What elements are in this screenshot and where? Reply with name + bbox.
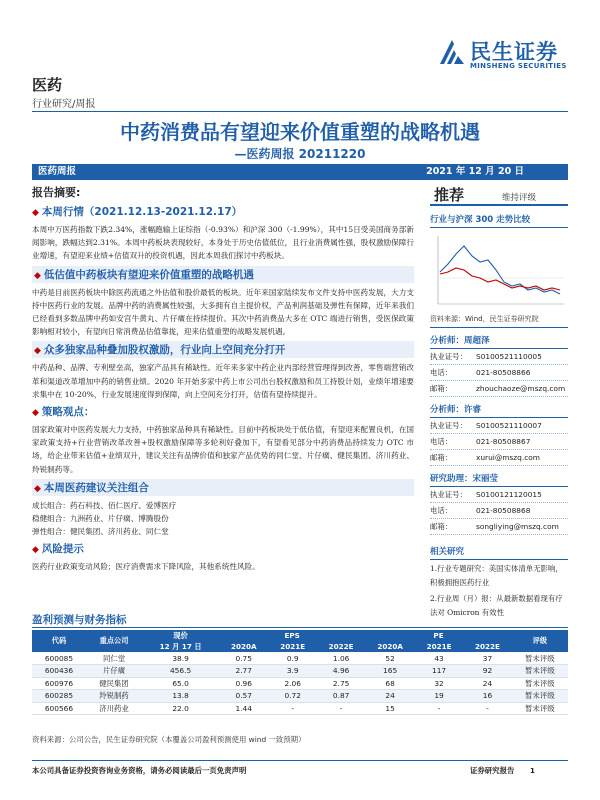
portfolio-growth: 成长组合：药石科技、佰仁医疗、爱博医疗 — [32, 500, 177, 510]
bullet-icon: ◆ — [32, 208, 39, 218]
col-year: 2021E — [415, 641, 463, 652]
analyst-phone: 电话： 021-80508868 — [430, 503, 568, 519]
portfolio-elastic: 弹性组合：健民集团、济川药业、同仁堂 — [32, 527, 169, 537]
col-price-date: 12 月 17 日 — [142, 641, 219, 652]
table-row: 600566 济川药业 22.0 1.44 - - 15 - - 暂未评级 — [32, 702, 568, 715]
table-title-divider — [32, 627, 568, 628]
csi300-line — [440, 268, 560, 290]
analyst-phone: 电话： 021-80508866 — [430, 365, 568, 381]
section-body: 本周中万医药指数下跌2.34%，涨幅跑输上证综指（-0.93%）和沪深 300（-1.99%），其中15日受美国商务部新闻影响，跌幅达到2.31%。本周中药板块表现较好，本身处于历史估值低位，且行业消费属性强，股权激励保障行业增速，有望迎来业绩+估值双升的投资机遇，因此本周我们探讨中药板块。 — [32, 225, 414, 261]
col-pe: PE — [365, 630, 511, 641]
col-year: 2020A — [365, 641, 415, 652]
col-year: 2022E — [463, 641, 511, 652]
table-title: 盈利预测与财务指标 — [32, 614, 127, 626]
analyst-heading: 分析师：周超泽 — [430, 334, 568, 349]
logo-en-text: MINSHENG SECURITIES — [470, 62, 567, 70]
analyst-heading: 研究助理：宋丽莹 — [430, 472, 568, 487]
bullet-icon: ◆ — [32, 545, 39, 556]
col-rating: 评级 — [512, 630, 568, 652]
banner-date: 2021 年 12 月 20 日 — [426, 166, 524, 177]
chart-source: 资料来源：Wind，民生证券研究院 — [430, 314, 568, 328]
related-heading: 相关研究 — [430, 545, 568, 560]
section-heading: ◆ 本周医药建议关注组合 — [32, 479, 414, 496]
col-year: 2021E — [269, 641, 317, 652]
section-heading: ◆ 风险提示 — [32, 543, 84, 556]
footer-divider — [32, 760, 568, 761]
sidebar — [430, 184, 568, 620]
summary-column — [32, 184, 414, 577]
report-subtitle: —医药周报 20211220 — [234, 147, 366, 161]
trend-chart-svg — [430, 232, 568, 312]
section-body: 中药品种、品牌、专利壁垒高，独家产品具有稀缺性。近年来多家中药企业内部经营管理得到改善，零售端营销改革和渠道改革增加中药的销售业绩。2020 年开始多家中药上市公司出台股权激励和员工持股计划，业绩年增速要求集中在 10-20%，行业发展速度得到保障，向上空间充分打开，估值有望持续提升。 — [32, 363, 414, 399]
table-row: 600285 羚锐制药 13.8 0.57 0.72 0.87 24 19 16 暂未评级 — [32, 690, 568, 703]
chart-title: 行业与沪深 300 走势比较 — [430, 213, 568, 228]
analyst-heading: 分析师：许睿 — [430, 403, 568, 418]
rating-status: 维持评级 — [502, 193, 537, 203]
header-divider — [32, 111, 568, 112]
analyst-email: 邮箱： zhouchaoze@mszq.com — [430, 381, 568, 397]
related-link[interactable]: 2.行业周（月）报：从最新数据看现有疗法对 Omicron 有效性 — [430, 594, 563, 617]
analyst-email: 邮箱： xurui@mszq.com — [430, 450, 568, 466]
section-heading: ◆ 低估值中药板块有望迎来价值重塑的战略机遇 — [32, 266, 414, 283]
section-body: 中药是目前医药板块中除医药流通之外估值和股价最低的板块。近年来国家陆续发布文件支持中医药发展，大力支持中医药行业的发展。品牌中药的消费属性较强，大多拥有自主提价权，产品利润基础及弹性有保障，近年来我们已经看到多数品牌中药如安宫牛黄丸、片仔癀在持续提价。其次中药消费品大多在 OTC 端进行销售，受医保政策影响相对较小，有望向日常消费品估值靠拢，迎来估值重塑的战略发展机遇。 — [32, 287, 414, 337]
industry-line — [440, 246, 560, 294]
section-heading: ◆ 本周行情（2021.12.13-2021.12.17） — [32, 206, 243, 218]
analyst-license: 执业证号： S0100121120015 — [430, 487, 568, 503]
portfolio-stable: 稳健组合：九洲药业、片仔癀、博腾股份 — [32, 514, 169, 524]
recommendation-row — [430, 184, 568, 206]
footer-disclaimer: 本公司具备证券投资咨询业务资格，请务必阅读最后一页免责声明 — [32, 766, 247, 775]
related-link[interactable]: 1.行业专题研究：美国实体清单无影响，积极拥抱医药行业 — [430, 564, 563, 587]
col-eps: EPS — [219, 630, 365, 641]
sector-label: 医药 — [32, 76, 63, 94]
table-row: 600976 健民集团 65.0 0.96 2.06 2.75 68 32 24 暂未评级 — [32, 677, 568, 690]
analyst-license: 执业证号： S0100521110007 — [430, 418, 568, 434]
forecast-table — [32, 630, 568, 715]
table-source-note: 资料来源：公司公告，民生证券研究院（本覆盖公司盈利预测使用 wind 一致预期） — [32, 735, 306, 744]
report-type: 行业研究/周报 — [32, 99, 96, 110]
footer-label: 证券研究报告 1 — [470, 766, 535, 775]
col-year: 2022E — [317, 641, 365, 652]
summary-heading: 报告摘要: — [32, 186, 81, 199]
logo-cn-text: 民生证券 — [470, 40, 558, 64]
minsheng-logo-icon — [438, 38, 466, 66]
page-number: 1 — [529, 766, 535, 775]
section-body: 国家政策对中医药发展大力支持，中药独家品种具有稀缺性。目前中药板块处于低估值，有望迎来配置良机，在国家政策支持+行业营销改革改善+股权激励保障等多轮利好叠加下，有望看见部分中药消费品持续发力 OTC 市场，给企业带来估值+业绩双升，建议关注有品牌价值和独家产品优势的同仁堂、片仔癀、健民集团、济川药业、羚锐制药等。 — [32, 425, 414, 474]
table-row: 600085 同仁堂 38.9 0.75 0.9 1.06 52 43 37 暂未评级 — [32, 652, 568, 665]
col-year: 2020A — [219, 641, 269, 652]
bullet-icon: ◆ — [34, 346, 41, 357]
table-row: 600436 片仔癀 456.5 2.77 3.9 4.96 165 117 92 暂未评级 — [32, 665, 568, 678]
report-title: 中药消费品有望迎来价值重塑的战略机遇 — [120, 120, 480, 144]
section-heading: ◆ 众多独家品种叠加股权激励，行业向上空间充分打开 — [32, 341, 414, 358]
analyst-phone: 电话： 021-80508867 — [430, 434, 568, 450]
bullet-icon: ◆ — [34, 483, 41, 494]
risk-body: 医药行业政策变动风险；医疗消费需求下降风险，其他系统性风险。 — [32, 562, 260, 572]
recommendation-label: 推荐 — [434, 186, 465, 204]
col-company: 重点公司 — [86, 630, 142, 652]
banner-left-label: 医药周报 — [38, 166, 77, 177]
bullet-icon: ◆ — [32, 408, 39, 419]
col-price: 现价 — [142, 630, 219, 641]
report-banner — [32, 164, 568, 180]
bullet-icon: ◆ — [34, 270, 41, 281]
analyst-license: 执业证号： S0100521110005 — [430, 349, 568, 365]
col-code: 代码 — [32, 630, 86, 652]
section-heading: ◆ 策略观点： — [32, 406, 95, 419]
analyst-email: 邮箱： songliying@mszq.com — [430, 519, 568, 535]
trend-chart — [430, 232, 568, 312]
